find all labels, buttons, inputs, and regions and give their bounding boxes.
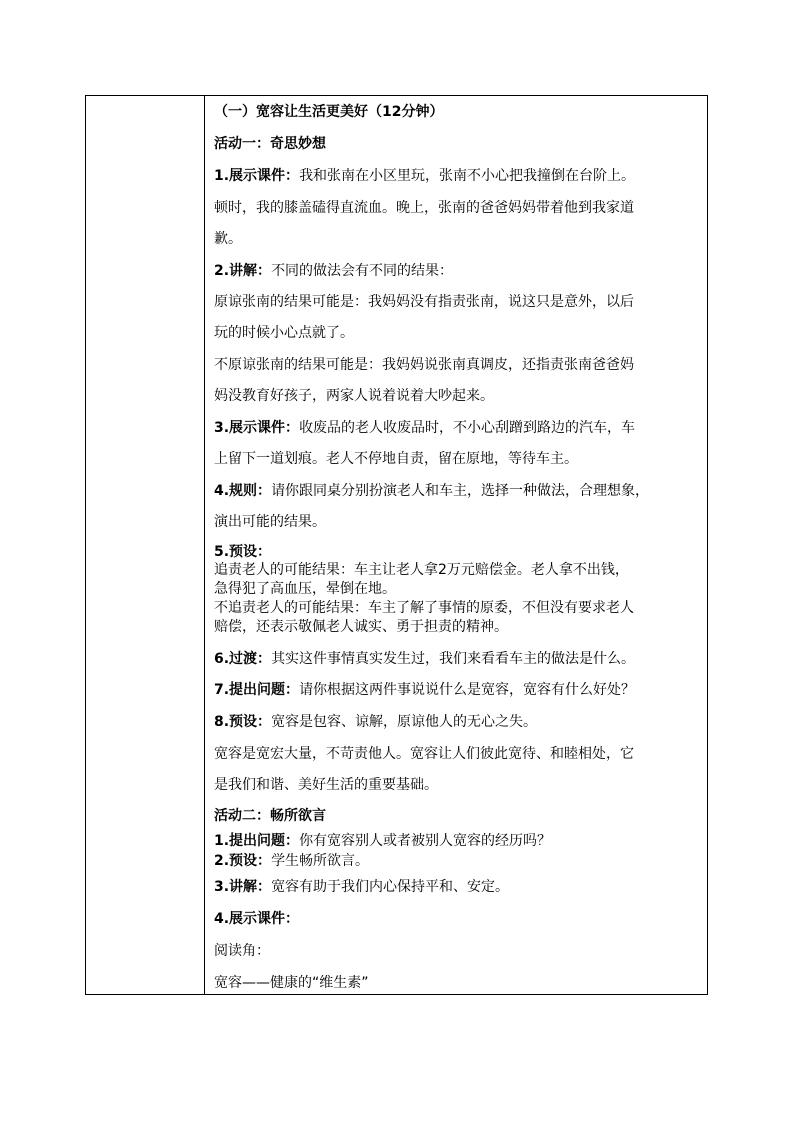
step-5-line-2: 急得犯了高血压，晕倒在地。 (214, 581, 396, 597)
step-3-line-2: 上留下一道划痕。老人不停地自责，留在原地，等待车主。 (214, 451, 578, 467)
reading-label: 阅读角： (214, 943, 270, 959)
reading-title: 宽容——健康的“维生素” (214, 975, 369, 991)
step-4-line-1: 4.规则：请你跟同桌分别扮演老人和车主，选择一种做法，合理想象， (214, 483, 650, 499)
section-title: （一）宽容让生活更美好（12分钟） (214, 104, 444, 120)
no-forgive-result-line-1: 不原谅张南的结果可能是：我妈妈说张南真调皮，还指责张南爸爸妈 (214, 357, 634, 373)
step-5-label: 5.预设： (214, 544, 272, 560)
step-1-line-2: 顿时，我的膝盖磕得直流血。晚上，张南的爸爸妈妈带着他到我家道 (214, 200, 634, 216)
q2-line: 2.预设：学生畅所欲言。 (214, 853, 370, 869)
step-1-line-1: 1.展示课件：我和张南在小区里玩，张南不小心把我撞倒在台阶上。 (214, 168, 636, 184)
lesson-table (85, 95, 708, 995)
step-5-line-4: 赔偿，还表示敬佩老人诚实、勇于担责的精神。 (214, 619, 508, 635)
step-8-line-2: 宽容是宽宏大量，不苛责他人。宽容让人们彼此宽待、和睦相处，它 (214, 746, 634, 762)
activity-two-title: 活动二：畅所欲言 (214, 808, 326, 824)
activity-one-title: 活动一：奇思妙想 (214, 136, 326, 152)
column-divider (204, 96, 205, 994)
step-8-line-1: 8.预设：宽容是包容、谅解，原谅他人的无心之失。 (214, 714, 538, 730)
q1-line: 1.提出问题：你有宽容别人或者被别人宽容的经历吗？ (214, 833, 552, 849)
step-5-line-1: 追责老人的可能结果：车主让老人拿2万元赔偿金。老人拿不出钱， (214, 562, 629, 578)
step-7-line-1: 7.提出问题：请你根据这两件事说说什么是宽容，宽容有什么好处？ (214, 682, 636, 698)
forgive-result-line-1: 原谅张南的结果可能是：我妈妈没有指责张南，说这只是意外，以后 (214, 294, 634, 310)
q4-line: 4.展示课件： (214, 911, 300, 927)
step-4-line-2: 演出可能的结果。 (214, 514, 326, 530)
step-3-line-1: 3.展示课件：收废品的老人收废品时，不小心刮蹭到路边的汽车，车 (214, 420, 636, 436)
step-6-line-1: 6.过渡：其实这件事情真实发生过，我们来看看车主的做法是什么。 (214, 651, 636, 667)
forgive-result-line-2: 玩的时候小心点就了。 (214, 325, 354, 341)
q3-line: 3.讲解：宽容有助于我们内心保持平和、安定。 (214, 879, 510, 895)
step-1-line-3: 歉。 (214, 231, 242, 247)
step-5-line-3: 不追责老人的可能结果：车主了解了事情的原委，不但没有要求老人 (214, 600, 634, 616)
no-forgive-result-line-2: 妈没教育好孩子，两家人说着说着大吵起来。 (214, 388, 494, 404)
step-8-line-3: 是我们和谐、美好生活的重要基础。 (214, 777, 438, 793)
step-2-line-1: 2.讲解：不同的做法会有不同的结果： (214, 263, 454, 279)
